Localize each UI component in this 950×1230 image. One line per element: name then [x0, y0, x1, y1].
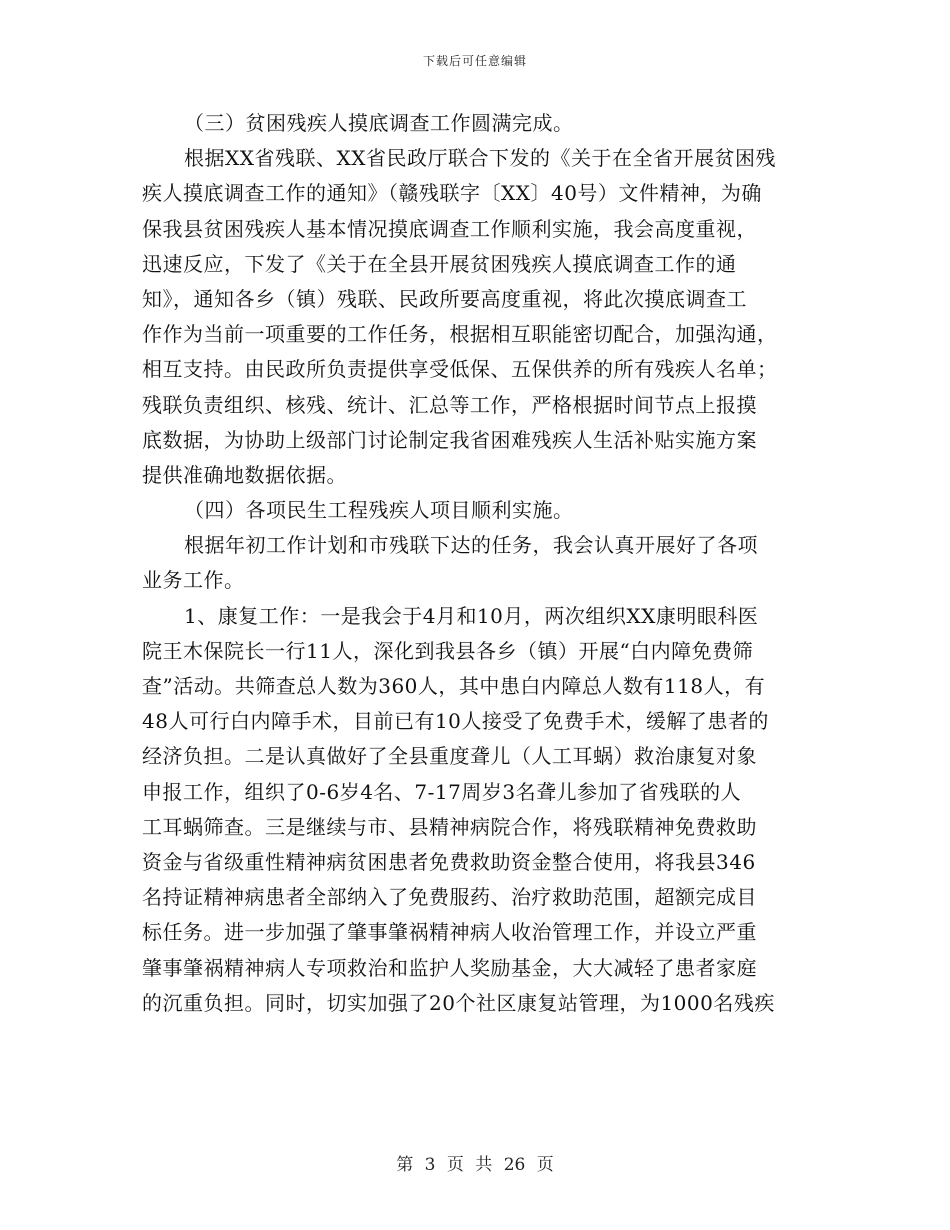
paragraph-line: 名持证精神病患者全部纳入了免费服药、治疗救助范围，超额完成目	[142, 885, 757, 910]
paragraph-line: 知》，通知各乡（镇）残联、民政所要高度重视，将此次摸底调查工	[142, 286, 747, 311]
document-body	[142, 106, 817, 1021]
paragraph-line: 提供准确地数据依据。	[142, 462, 347, 487]
section-heading: （四）各项民生工程残疾人项目顺利实施。	[184, 498, 574, 523]
paragraph-line: 业务工作。	[142, 568, 245, 593]
page-footer-number: 第 3 页 共 26 页	[396, 1155, 554, 1175]
paragraph-line: 工耳蜗筛查。三是继续与市、县精神病院合作，将残联精神免费救助	[142, 814, 757, 839]
paragraph-line: 疾人摸底调查工作的通知》（赣残联字〔XX〕40号）文件精神，为确	[142, 181, 762, 206]
paragraph-line: 根据年初工作计划和市残联下达的任务，我会认真开展好了各项	[184, 533, 758, 558]
section-heading: （三）贫困残疾人摸底调查工作圆满完成。	[184, 111, 574, 135]
paragraph-line: 申报工作，组织了0-6岁4名、7-17周岁3名聋儿参加了省残联的人	[142, 779, 742, 804]
paragraph-line: 资金与省级重性精神病贫困患者免费救助资金整合使用，将我县346	[142, 849, 756, 874]
paragraph-line: 肇事肇祸精神病人专项救治和监护人奖励基金，大大减轻了患者家庭	[142, 955, 757, 980]
paragraph-line: 1、康复工作：一是我会于4月和10月，两次组织XX康明眼科医	[184, 603, 759, 628]
paragraph-line: 的沉重负担。同时，切实加强了20个社区康复站管理，为1000名残疾	[142, 990, 775, 1015]
paragraph-line: 查”活动。共筛查总人数为360人，其中患白内障总人数有118人，有	[142, 674, 766, 698]
paragraph-line: 48人可行白内障手术，目前已有10人接受了免费手术，缓解了患者的	[142, 709, 769, 734]
paragraph-line: 作作为当前一项重要的工作任务，根据相互职能密切配合，加强沟通，	[142, 322, 778, 347]
paragraph-line: 底数据，为协助上级部门讨论制定我省困难残疾人生活补贴实施方案	[142, 427, 757, 452]
paragraph-line: 相互支持。由民政所负责提供享受低保、五保供养的所有残疾人名单；	[142, 357, 778, 382]
page-header-note: 下载后可任意编辑	[422, 54, 527, 68]
paragraph-line: 残联负责组织、核残、统计、汇总等工作，严格根据时间节点上报摸	[142, 392, 757, 417]
paragraph-line: 保我县贫困残疾人基本情况摸底调查工作顺利实施，我会高度重视，	[142, 216, 757, 241]
paragraph-line: 经济负担。二是认真做好了全县重度聋儿（人工耳蜗）救治康复对象	[142, 744, 757, 769]
paragraph-line: 根据XX省残联、XX省民政厅联合下发的《关于在全省开展贫困残	[184, 146, 776, 171]
paragraph-line: 院王木保院长一行11人，深化到我县各乡（镇）开展“白内障免费筛	[142, 638, 754, 663]
paragraph-line: 标任务。进一步加强了肇事肇祸精神病人收治管理工作，并设立严重	[142, 920, 757, 945]
paragraph-line: 迅速反应，下发了《关于在全县开展贫困残疾人摸底调查工作的通	[142, 251, 737, 276]
